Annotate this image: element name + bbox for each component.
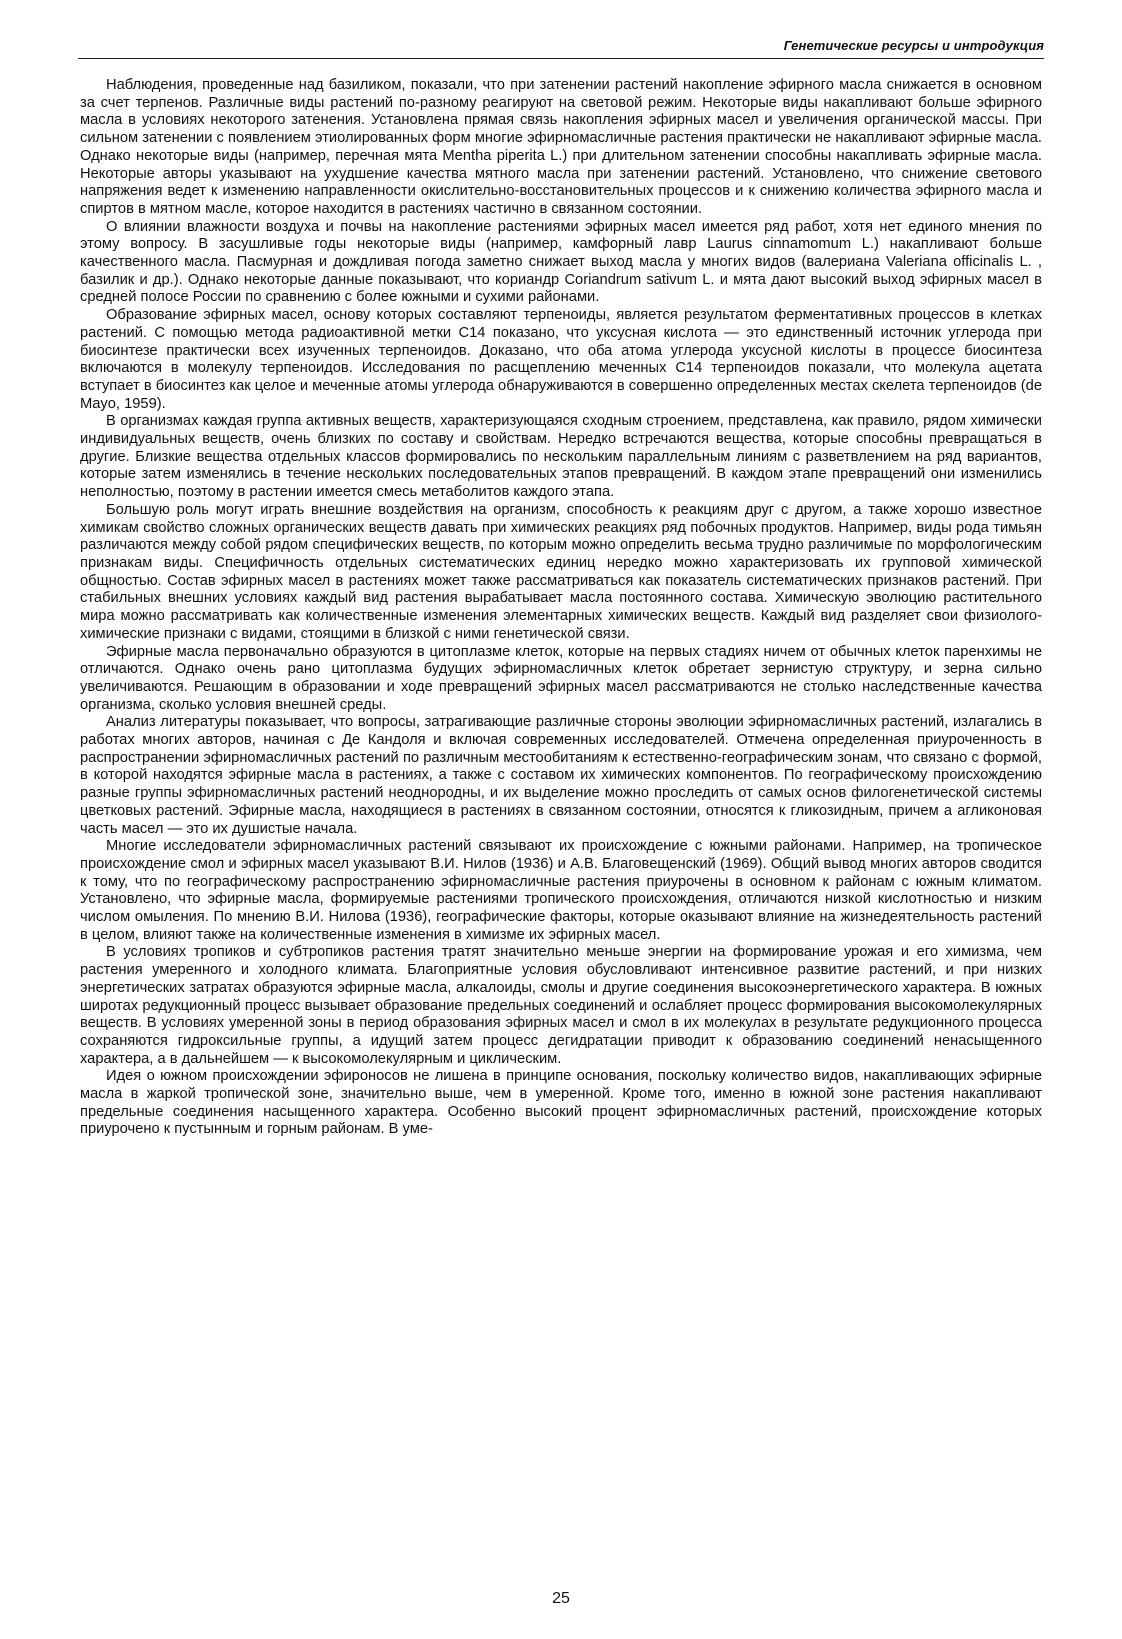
paragraph-3: Образование эфирных масел, основу которых составляют терпеноиды, является результатом ферментативных процессов в клетках растений. С помощью метода радиоактивной метки С14 показано, что уксусная кислота — это единственный источник углерода при биосинтезе практически всех изученных терпеноидов. Доказано, что оба атома углерода уксусной кислоты в процессе биосинтеза включаются в молекулу терпеноидов. Исследования по расщеплению меченных С14 терпеноидов показали, что молекула ацетата вступает в биосинтез как целое и меченные атомы углерода обнаруживаются в совершенно определенных местах скелета терпеноидов (de Mayo, 1959). (80, 307, 1042, 412)
paragraph-7: Анализ литературы показывает, что вопросы, затрагивающие различные стороны эволюции эфирномасличных растений, излагались в работах многих авторов, начиная с Де Кандоля и включая современных исследователей. Отмечена определенная приуроченность в распространении эфирномасличных растений по различным местообитаниям к естественно-географическим зонам, что связано с формой, в которой находятся эфирные масла в растениях, а также с составом их химических компонентов. По географическому происхождению разные группы эфирномасличных растений неоднородны, и их выделение можно проследить от самых основ филогенетической системы цветковых растений. Эфирные масла, находящиеся в растениях в связанном состоянии, относятся к гликозидным, причем а агликоновая часть масел — это их душистые начала. (80, 714, 1042, 837)
paragraph-9: В условиях тропиков и субтропиков растения тратят значительно меньше энергии на формирование урожая и его химизма, чем растения умеренного и холодного климата. Благоприятные условия обусловливают интенсивное развитие растений, и при низких энергетических затратах образуются эфирные масла, алкалоиды, смолы и другие соединения высокоэнергетического характера. В южных широтах редукционный процесс вызывает образование предельных соединений и ослабляет процесс формирования высокомолекулярных веществ. В условиях умеренной зоны в период образования эфирных масел и смол в их молекулах в результате редукционного процесса сохраняются гидроксильные группы, а идущий затем процесс дегидратации приводит к образованию соединений ненасыщенного характера, а в дальнейшем — к высокомолекулярным и циклическим. (80, 944, 1042, 1067)
paragraph-6: Эфирные масла первоначально образуются в цитоплазме клеток, которые на первых стадиях ничем от обычных клеток паренхимы не отличаются. Однако очень рано цитоплазма будущих эфирномасличных клеток обретает зернистую структуру, и зерна сильно увеличиваются. Решающим в образовании и ходе превращений эфирных масел рассматриваются не столько наследственные качества организма, сколько условия внешней среды. (80, 643, 1042, 713)
paragraph-2: О влиянии влажности воздуха и почвы на накопление растениями эфирных масел имеется ряд работ, хотя нет единого мнения по этому вопросу. В засушливые годы некоторые виды (например, камфорный лавр Laurus cinnamomum L.) накапливают больше качественного масла. Пасмурная и дождливая погода заметно снижает выход масла у многих видов (валериана Valeriana officinalis L. , базилик и др.). Однако некоторые данные показывают, что кориандр Coriandrum sativum L. и мята дают высокий выход эфирных масел в средней полосе России по сравнению с более южными и сухими районами. (80, 218, 1042, 306)
paragraph-5: Большую роль могут играть внешние воздействия на организм, способность к реакциям друг с другом, а также хорошо известное химикам свойство сложных органических веществ давать при химических реакциях ряд побочных продуктов. Например, виды рода тимьян различаются между собой рядом специфических веществ, по которым можно определить весьма трудно различимые по морфологическим признакам виды. Специфичность отдельных систематических единиц нередко можно характеризовать их групповой химической общностью. Состав эфирных масел в растениях может также рассматриваться как показатель систематических признаков растений. При стабильных внешних условиях каждый вид растения вырабатывает масла постоянного состава. Химическую эволюцию растительного мира можно рассматривать как количественные изменения элементарных химических веществ. Каждый вид разделяет свои физиолого-химические признаки с видами, стоящими в близкой с ними генетической связи. (80, 501, 1042, 642)
page-number: 25 (552, 1590, 570, 1607)
running-title: Генетические ресурсы и интродукция (783, 38, 1044, 53)
paragraph-4: В организмах каждая группа активных веществ, характеризующаяся сходным строением, представлена, как правило, рядом химически индивидуальных веществ, очень близких по составу и свойствам. Нередко встречаются вещества, которые способны превращаться в другие. Близкие вещества отдельных классов формировались по нескольким параллельным линиям с разветвлением на ряд вариантов, которые затем изменялись в течение нескольких последовательных этапов превращений. В каждом этапе превращений они изменились неполностью, поэтому в растении имеется смесь метаболитов каждого этапа. (80, 413, 1042, 501)
paragraph-1: Наблюдения, проведенные над базиликом, показали, что при затенении растений накопление эфирного масла снижается в основном за счет терпенов. Различные виды растений по-разному реагируют на световой режим. Некоторые виды накапливают больше эфирного масла в условиях некоторого затенения. Установлена прямая связь накопления эфирных масел и увеличения органической массы. При сильном затенении с появлением этиолированных форм многие эфирномасличные растения практически не накапливают эфирные масла. Однако некоторые виды (например, перечная мята Mentha piperita L.) при длительном затенении способны накапливать эфирные масла. Некоторые авторы указывают на ухудшение качества мятного масла при затенении растений. Установлено, что снижение светового напряжения ведет к изменению направленности окислительно-восстановительных процессов и к снижению количества эфирного масла и спиртов в мятном масле, которое находится в растениях частично в связанном состоянии. (80, 77, 1042, 217)
running-header (78, 36, 1044, 59)
paragraph-8: Многие исследователи эфирномасличных растений связывают их происхождение с южными районами. Например, на тропическое происхождение смол и эфирных масел указывают В.И. Нилов (1936) и А.В. Благовещенский (1969). Общий вывод многих авторов сводится к тому, что по географическому распространению эфирномасличные растения приурочены в основном к районам с южным климатом. Установлено, что эфирные масла, формируемые растениями тропического происхождения, отличаются низкой кислотностью и низким числом омыления. По мнению В.И. Нилова (1936), географические факторы, которые оказывают влияние на жизнедеятельность растений в целом, влияют также на количественные изменения в химизме их эфирных масел. (80, 838, 1042, 943)
paragraph-10: Идея о южном происхождении эфироносов не лишена в принципе основания, поскольку количество видов, накапливающих эфирные масла в жаркой тропической зоне, значительно выше, чем в умеренной. Кроме того, именно в южной зоне растения накапливают предельные соединения насыщенного характера. Особенно высокий процент эфирномасличных растений, происхождение которых приурочено к пустынным и горным районам. В уме- (80, 1068, 1042, 1138)
body-text (80, 77, 1042, 1139)
